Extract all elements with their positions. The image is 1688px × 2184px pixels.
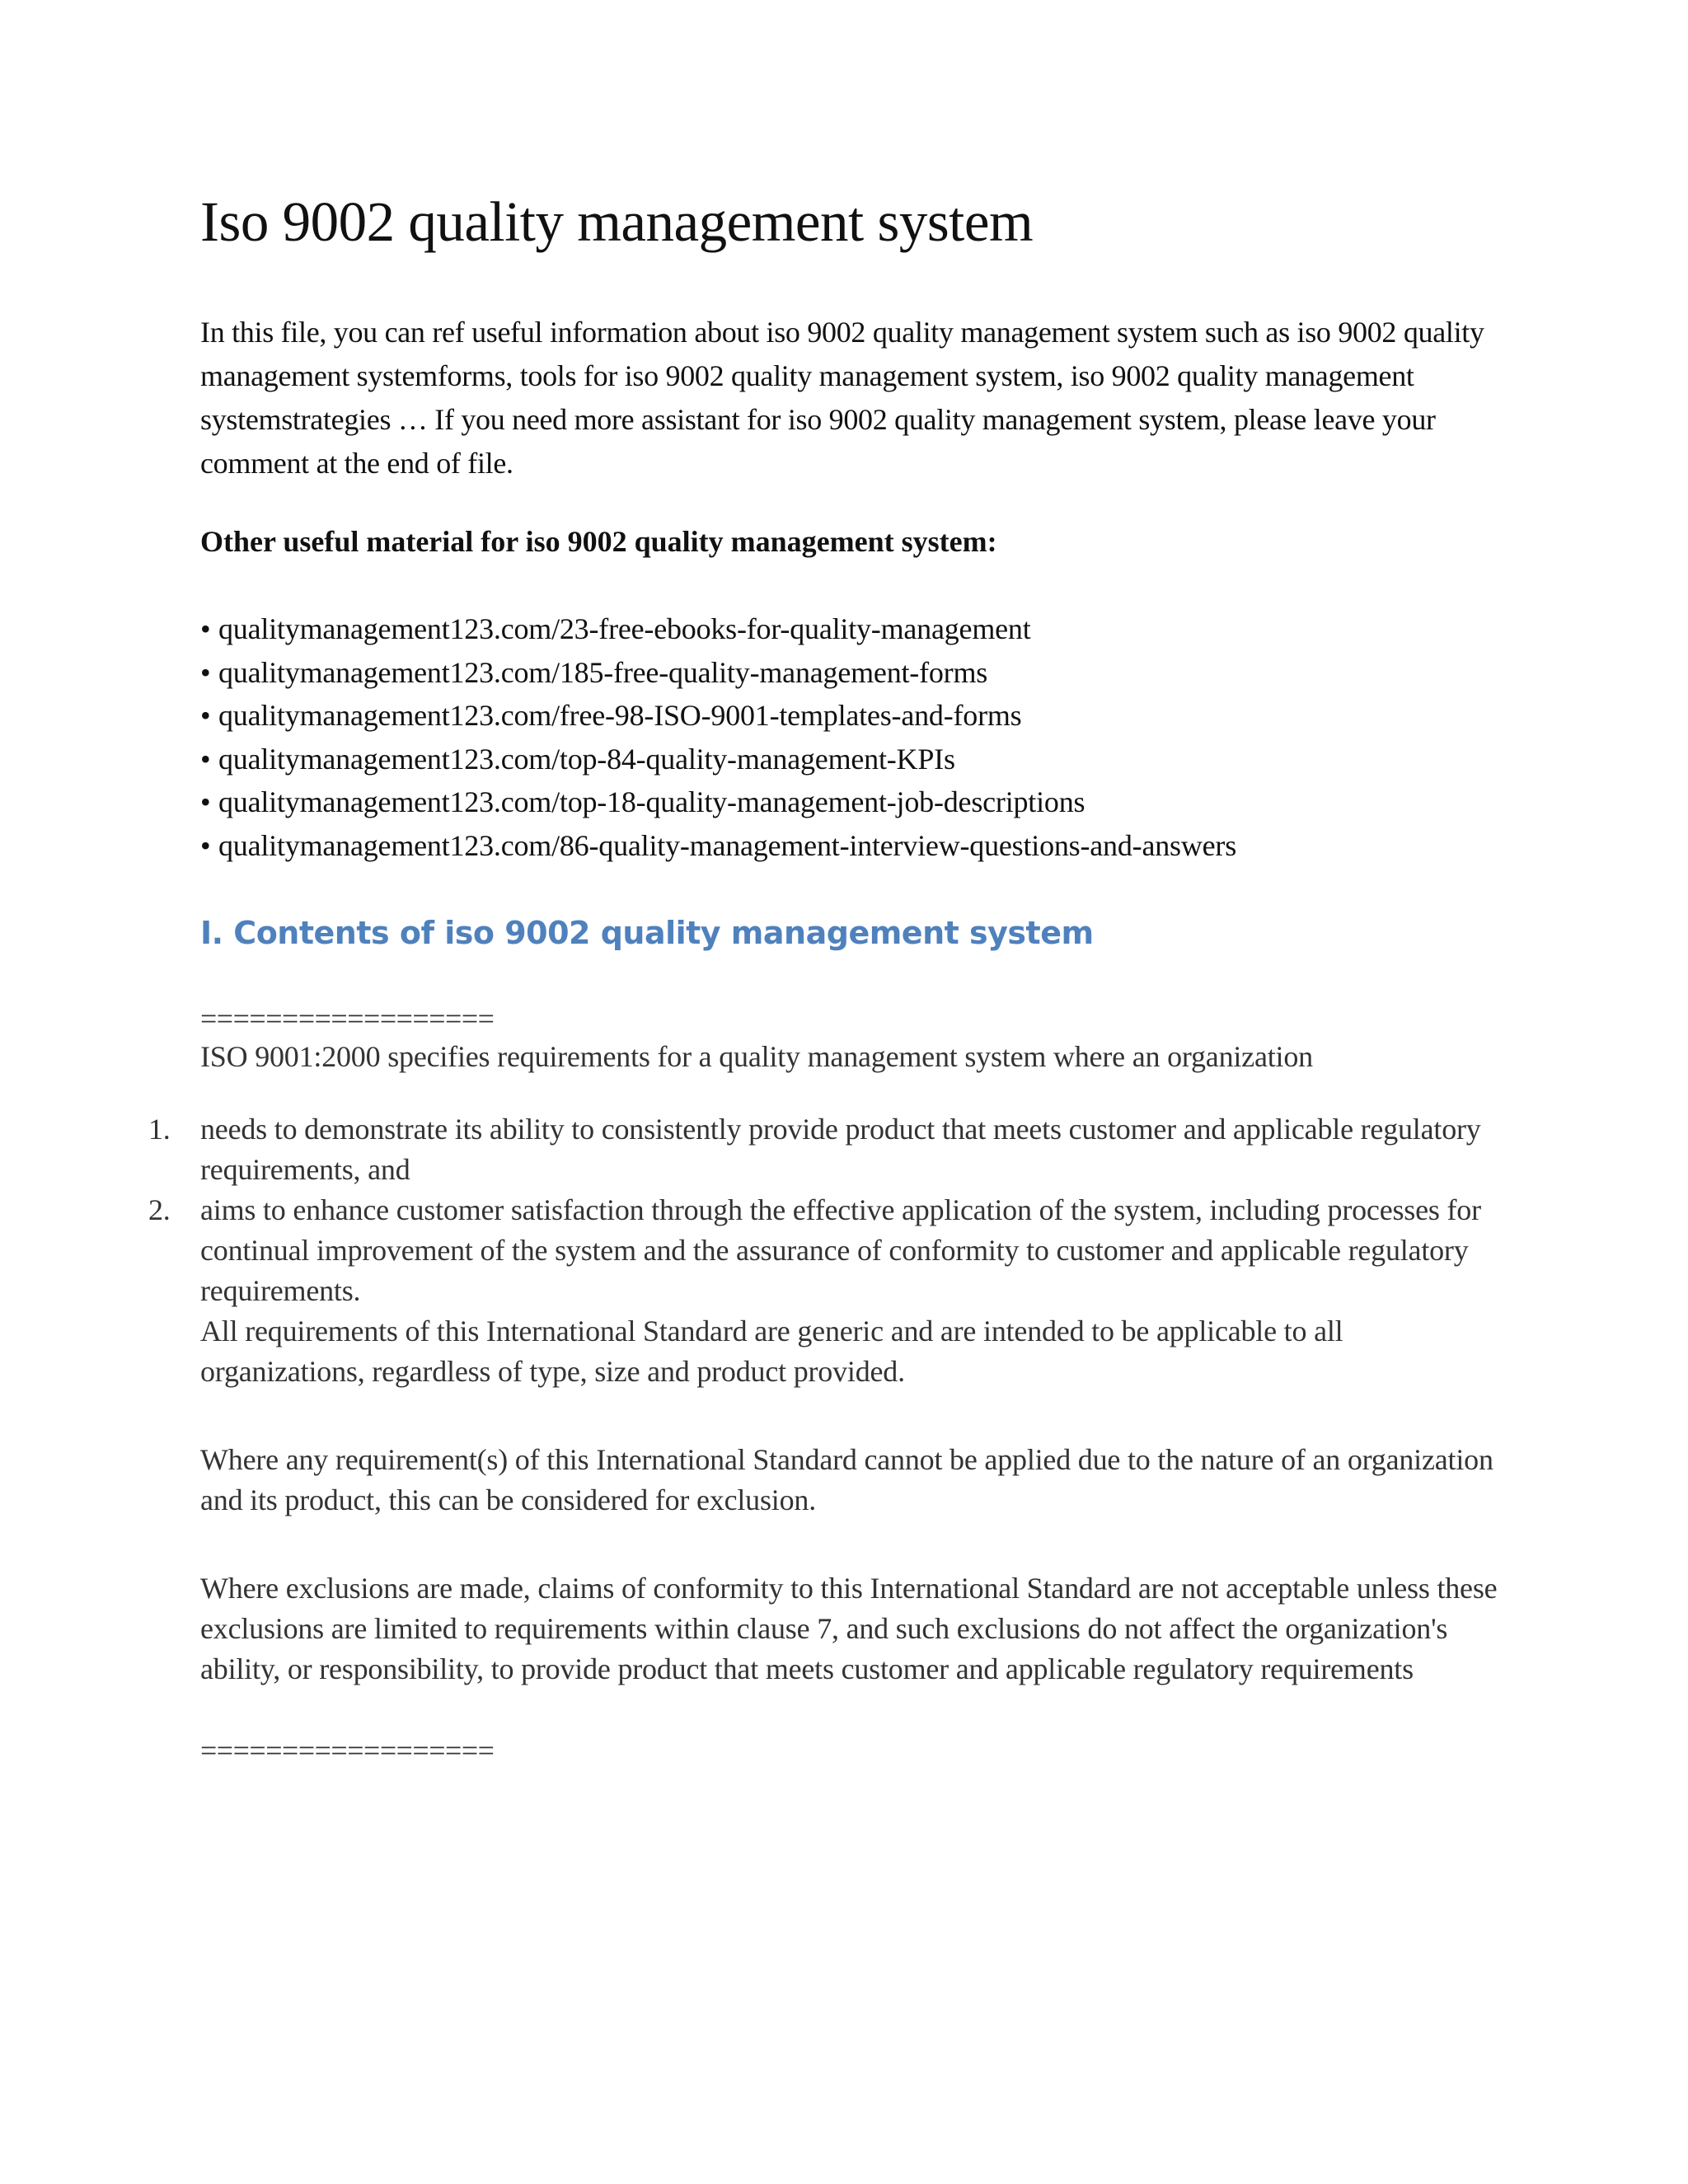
divider-start: ================== [200,1002,495,1036]
requirements-list [148,1109,1503,1311]
list-item [200,651,1503,695]
bullet-icon: • [200,785,211,819]
document-content [148,190,1503,1769]
list-item [200,694,1503,738]
list-item [200,607,1503,651]
requirement-text: aims to enhance customer satisfaction through the effective application of the system, including processes for continual improvement of the system and the assurance of conformity to customer and applicable regulatory requirements. [200,1193,1481,1308]
conformity-paragraph: Where exclusions are made, claims of conformity to this International Standard are not acceptable unless these exclusions are limited to requirements within clause 7, and such exclusions do not affect the organization's ability, or responsibility, to provide product that meets customer and applicable regulatory requirements [200,1572,1498,1686]
link-text[interactable]: qualitymanagement123.com/86-quality-management-interview-questions-and-answers [218,828,1237,862]
intro-paragraph: In this file, you can ref useful information about iso 9002 quality management system such as iso 9002 quality management systemforms, tools for iso 9002 quality management system, iso 9002 quality management systemstrategies … If you need more assistant for iso 9002 quality management system, please leave your comment at the end of file. [200,316,1484,480]
divider-end: ================== [200,1734,495,1768]
material-heading: Other useful material for iso 9002 quality management system: [200,525,997,559]
section-heading: I. Contents of iso 9002 quality management system [200,915,1094,952]
list-item [200,824,1503,868]
list-number: 1. [148,1113,171,1146]
link-text[interactable]: qualitymanagement123.com/23-free-ebooks-for-quality-management [218,612,1031,646]
list-item [200,780,1503,824]
bullet-icon: • [200,828,211,862]
standard-intro: ISO 9001:2000 specifies requirements for a quality management system where an organization [200,1040,1313,1074]
link-text[interactable]: qualitymanagement123.com/top-84-quality-management-KPIs [218,742,955,776]
exclusion-paragraph: Where any requirement(s) of this International Standard cannot be applied due to the nature of an organization and its product, this can be considered for exclusion. [200,1443,1493,1517]
list-number: 2. [148,1193,171,1227]
link-text[interactable]: qualitymanagement123.com/top-18-quality-management-job-descriptions [218,785,1085,819]
bullet-icon: • [200,612,211,646]
requirement-text: needs to demonstrate its ability to consistently provide product that meets customer and applicable regulatory requirements, and [200,1113,1481,1187]
list-item [148,1109,1503,1190]
list-item [200,738,1503,781]
bullet-icon: • [200,699,211,733]
bullet-icon: • [200,655,211,689]
bullet-icon: • [200,742,211,776]
link-text[interactable]: qualitymanagement123.com/free-98-ISO-9001-templates-and-forms [218,699,1022,733]
document-title: Iso 9002 quality management system [200,190,1034,253]
list-item [148,1190,1503,1311]
link-text[interactable]: qualitymanagement123.com/185-free-quality-management-forms [218,655,988,689]
generic-paragraph: All requirements of this International Standard are generic and are intended to be applicable to all organizations, regardless of type, size and product provided. [200,1315,1343,1389]
useful-links-list [200,607,1503,867]
